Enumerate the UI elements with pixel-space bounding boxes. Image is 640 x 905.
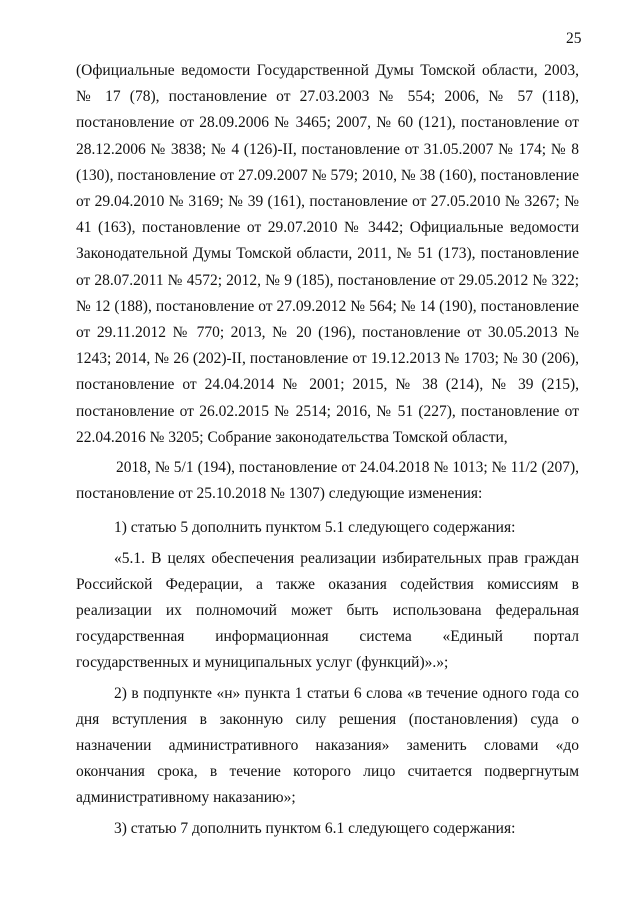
document-body	[76, 58, 579, 842]
paragraph-item-1: 1) статью 5 дополнить пунктом 5.1 следующего содержания:	[114, 519, 516, 537]
page-number: 25	[566, 30, 582, 47]
paragraph-clause-5-1: «5.1. В целях обеспечения реализации избирательных прав граждан Российской Федерации, а также оказания содействия комиссиям в реализации их полномочий может быть использована федеральная государственная информационная система «Единый портал государственных и муниципальных услуг (функций)».»;	[76, 549, 579, 672]
paragraph-item-2: 2) в подпункте «н» пункта 1 статьи 6 слова «в течение одного года со дня вступления в законную силу решения (постановления) суда о назначении административного наказания» заменить словами «до окончания срока, в течение которого лицо считается подвергнутым административному наказанию»;	[76, 684, 579, 807]
paragraph-item-3: 3) статью 7 дополнить пунктом 6.1 следующего содержания:	[114, 819, 516, 837]
paragraph-amendments-intro: 2018, № 5/1 (194), постановление от 24.04.2018 № 1013; № 11/2 (207), постановление от 25.10.2018 № 1307) следующие изменения:	[76, 459, 579, 503]
paragraph-publication-references: (Официальные ведомости Государственной Думы Томской области, 2003, № 17 (78), постановление от 27.03.2003 № 554; 2006, № 57 (118), постановление от 28.09.2006 № 3465; 2007, № 60 (121), постановление от 28.12.2006 № 3838; № 4 (126)-II, постановление от 31.05.2007 № 174; № 8 (130), постановление от 27.09.2007 № 579; 2010, № 38 (160), постановление от 29.04.2010 № 3169; № 39 (161), постановление от 27.05.2010 № 3267; № 41 (163), постановление от 29.07.2010 № 3442; Официальные ведомости Законодательной Думы Томской области, 2011, № 51 (173), постановление от 28.07.2011 № 4572; 2012, № 9 (185), постановление от 29.05.2012 № 322; № 12 (188), постановление от 27.09.2012 № 564; № 14 (190), постановление от 29.11.2012 № 770; 2013, № 20 (196), постановление от 30.05.2013 № 1243; 2014, № 26 (202)-II, постановление от 19.12.2013 № 1703; № 30 (206), постановление от 24.04.2014 № 2001; 2015, № 38 (214), № 39 (215), постановление от 26.02.2015 № 2514; 2016, № 51 (227), постановление от 22.04.2016 № 3205; Собрание законодательства Томской области,	[76, 62, 579, 446]
